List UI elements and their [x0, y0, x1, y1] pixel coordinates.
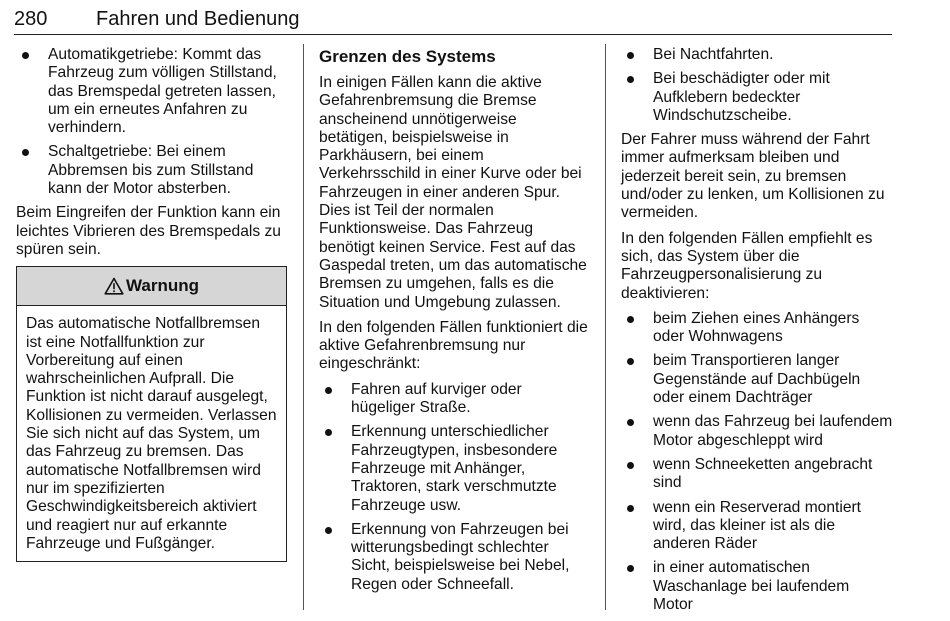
warning-text: Das automatische Notfallbremsen ist eine Notfallfunktion zur Vorbereitung auf einen wahrscheinlichen Aufprall. Die Funktion ist nicht darauf ausgelegt, Kollisionen zu vermeiden. Verlassen Sie sich nicht auf das System, um das Fahrzeug zu bremsen. Das automatische Notfallbremsen wird nur im spezifizierten Geschwindigkeitsbereich aktiviert und reagiert nur auf erkannte Fahrzeuge und Fußgänger. [26, 315, 277, 552]
column-3 [621, 46, 893, 620]
bullet-list [621, 310, 893, 614]
column-divider [605, 44, 606, 610]
list-item: beim Ziehen eines Anhängers oder Wohnwagens [621, 310, 893, 347]
bullet-icon [627, 565, 634, 572]
bullet-list [621, 46, 893, 125]
warning-header [17, 267, 286, 306]
list-item: in einer automatischen Waschanlage bei laufendem Motor [621, 559, 893, 614]
bullet-icon [627, 52, 634, 59]
bullet-icon [627, 358, 634, 365]
warning-box [16, 266, 287, 562]
bullet-icon [325, 387, 332, 394]
list-item: Automatikgetriebe: Kommt das Fahrzeug zum völligen Stillstand, das Bremspedal getreten lassen, um ein erneutes Anfahren zu verhindern. [16, 46, 286, 137]
bullet-icon [627, 316, 634, 323]
list-item: wenn ein Reserverad montiert wird, das kleiner ist als die anderen Räder [621, 499, 893, 554]
list-item: Erkennung von Fahrzeugen bei witterungsbedingt schlechter Sicht, beispielsweise bei Nebel, Regen oder Schneefall. [319, 521, 589, 594]
column-1 [16, 46, 286, 562]
paragraph: Der Fahrer muss während der Fahrt immer aufmerksam bleiben und jederzeit bereit sein, zu bremsen und/oder zu lenken, um Kollisionen zu vermeiden. [621, 131, 885, 222]
bullet-icon [627, 419, 634, 426]
paragraph: In den folgenden Fällen funktioniert die aktive Gefahrenbremsung nur eingeschränkt: [319, 318, 588, 373]
paragraph: In den folgenden Fällen empfiehlt es sich, das System über die Fahrzeugpersonalisierung zu deaktivieren: [621, 229, 873, 302]
section-title: Fahren und Bedienung [96, 8, 300, 30]
paragraph: Beim Eingreifen der Funktion kann ein leichtes Vibrieren des Bremspedals zu spüren sein. [16, 204, 281, 258]
bullet-icon [22, 52, 29, 59]
bullet-icon [627, 505, 634, 512]
warning-title: Warnung [125, 276, 200, 296]
bullet-icon [627, 462, 634, 469]
section-heading: Grenzen des Systems [319, 47, 496, 66]
list-item: Erkennung unterschiedlicher Fahrzeugtypen, insbesondere Fahrzeuge mit Anhänger, Traktoren, stark verschmutzte Fahrzeuge usw. [319, 423, 589, 514]
list-item: Schaltgetriebe: Bei einem Abbremsen bis zum Stillstand kann der Motor absterben. [16, 143, 286, 198]
list-item: Bei beschädigter oder mit Aufklebern bedeckter Windschutzscheibe. [621, 70, 893, 125]
list-item: wenn Schneeketten angebracht sind [621, 456, 893, 493]
bullet-icon [627, 76, 634, 83]
column-2 [319, 46, 589, 600]
bullet-icon [22, 149, 29, 156]
page-header [14, 6, 892, 35]
list-item: Bei Nachtfahrten. [621, 46, 893, 64]
bullet-icon [325, 429, 332, 436]
list-item: wenn das Fahrzeug bei laufendem Motor abgeschleppt wird [621, 413, 893, 450]
column-divider [303, 44, 304, 610]
bullet-list [319, 381, 589, 594]
paragraph: In einigen Fällen kann die aktive Gefahrenbremsung die Bremse anscheinend unnötigerweise betätigen, beispielsweise in Parkhäusern, bei einem Verkehrsschild in einer Kurve oder bei Fahrzeugen in einer anderen Spur. Dies ist Teil der normalen Funktionsweise. Das Fahrzeug benötigt keinen Service. Fest auf das Gaspedal treten, um das automatische Bremsen zu umgehen, falls es die Situation und Umgebung zulassen. [319, 74, 587, 311]
list-item: beim Transportieren langer Gegenstände auf Dachbügeln oder einem Dachträger [621, 352, 893, 407]
bullet-list [16, 46, 286, 198]
list-item: Fahren auf kurviger oder hügeliger Straße. [319, 381, 589, 418]
warning-triangle-icon [104, 277, 124, 295]
bullet-icon [325, 527, 332, 534]
page-number: 280 [14, 8, 48, 30]
